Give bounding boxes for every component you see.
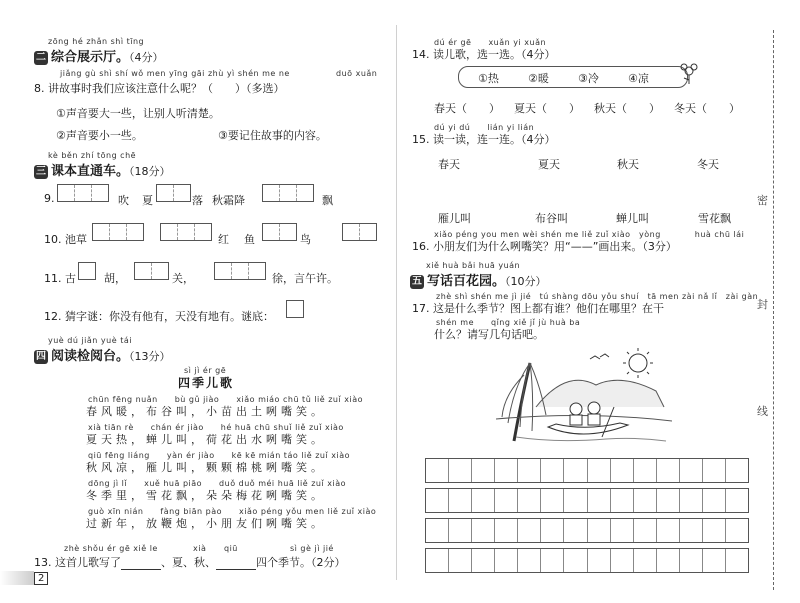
q13-part-c: 四个季节。 <box>256 556 311 569</box>
writing-row-4[interactable] <box>425 548 749 573</box>
q9-box-1[interactable] <box>57 184 109 202</box>
q15-question <box>412 131 556 147</box>
sec5-heading <box>410 270 547 289</box>
writing-row-3[interactable] <box>425 518 749 543</box>
q15-top-winter[interactable]: 冬天 <box>697 158 719 171</box>
q9-word-qiushuangjiang: 秋霜降 <box>212 194 245 207</box>
q10-box-2[interactable] <box>160 223 212 241</box>
q15-points: （4分） <box>521 133 556 146</box>
writing-row-2[interactable] <box>425 488 749 513</box>
q10-box-4[interactable] <box>342 223 377 241</box>
q16-question: 16. 小朋友们为什么咧嘴笑？用“——”画出来。（3分） <box>412 240 677 253</box>
writing-row-1[interactable] <box>425 458 749 483</box>
sec4-pinyin: yuè dú jiǎn yuè tái <box>48 336 132 345</box>
poem-title-pinyin: sì jì ér gē <box>184 366 227 375</box>
q12-riddle: 12. 猜字谜：你没有他有，天没有地有。谜底： <box>44 310 274 323</box>
poem-line-1: 春风暖，布谷叫，小苗出土咧嘴笑。 <box>86 405 326 418</box>
poem-line-3-pinyin: qiū fēng liáng yàn ér jiào kē kē mián táo liě zuǐ xiào <box>88 451 350 460</box>
q8-pinyin-multi: duō xuǎn <box>336 69 378 78</box>
margin-char-xian: 线 <box>757 405 768 418</box>
q15-text: 15. 读一读，连一连。 <box>412 133 521 146</box>
page-divider <box>396 25 397 580</box>
q15-bottom-goose[interactable]: 雁儿叫 <box>438 212 471 225</box>
sec3-number: 三 <box>36 166 46 177</box>
q8-option-2: ②声音要小一些。 <box>56 129 143 142</box>
q8-pinyin: jiǎng gù shì shí wǒ men yīng gāi zhù yì shén me ne <box>60 69 290 78</box>
sec5-points: （10分） <box>505 275 547 288</box>
lake-boat-illustration <box>496 345 672 445</box>
q17-line-1: 17. 这是什么季节？图上都有谁？他们在哪里？在干 <box>412 302 664 315</box>
sec5-number: 五 <box>412 276 422 287</box>
q10-box-3[interactable] <box>262 223 297 241</box>
sec2-points: （4分） <box>129 51 164 64</box>
q13-pinyin-3: qiū <box>224 544 238 553</box>
q13-points: （2分） <box>311 556 346 569</box>
sec3-pinyin: kè běn zhí tōng chē <box>48 151 137 160</box>
margin-char-mi: 密 <box>757 194 768 207</box>
q9-word-chui: 吹 <box>118 194 129 207</box>
q10-word-hong: 红 <box>218 233 229 246</box>
q11-word-hu: 胡， <box>104 272 126 285</box>
q13-pinyin-1: zhè shǒu ér gē xiě le <box>64 544 158 553</box>
sec4-title: 阅读检阅台。 <box>51 349 130 364</box>
sec4-points: （13分） <box>129 350 171 363</box>
q8-question: 8. 讲故事时我们应该注意什么呢？（ ）（多选） <box>34 82 285 95</box>
q15-bottom-cicada[interactable]: 蝉儿叫 <box>616 212 649 225</box>
q13-part-b: 、夏、秋、 <box>161 556 216 569</box>
q14-blank-winter[interactable]: 冬天（ ） <box>674 102 740 115</box>
q15-top-spring[interactable]: 春天 <box>438 158 460 171</box>
sec3-heading <box>34 160 171 179</box>
q14-text: 14. 读儿歌，选一选。 <box>412 48 521 61</box>
sec4-heading <box>34 345 171 364</box>
poem-line-4: 冬季里，雪花飘，朵朵梅花咧嘴笑。 <box>86 489 326 502</box>
sec5-title: 写话百花园。 <box>427 274 506 289</box>
q9-word-xia: 夏 <box>142 194 153 207</box>
q13-blank-1[interactable] <box>121 556 161 570</box>
q13-part-a: 13. 这首儿歌写了 <box>34 556 121 569</box>
q10-word-niao: 鸟 <box>300 233 311 246</box>
sec3-title: 课本直通车。 <box>51 164 130 179</box>
page-number-tab <box>0 571 34 585</box>
margin-char-feng: 封 <box>757 298 768 311</box>
q13-blank-2[interactable] <box>216 556 256 570</box>
q14-option-2[interactable]: ②暖 <box>528 72 549 85</box>
q13-question <box>34 554 346 570</box>
q9-box-2[interactable] <box>156 184 191 202</box>
seal-line <box>773 30 774 590</box>
q14-option-3[interactable]: ③冷 <box>578 72 599 85</box>
q17-pinyin-1: zhè shì shén me jì jié tú shàng dōu yǒu shuí tā men zài nǎ lǐ zài gàn <box>436 292 759 301</box>
q14-blank-summer[interactable]: 夏天（ ） <box>514 102 580 115</box>
sec2-title: 综合展示厅。 <box>51 50 130 65</box>
q11-word-guan: 关， <box>172 272 194 285</box>
q14-pinyin: dú ér gē xuǎn yi xuǎn <box>434 38 547 47</box>
q11-box-3[interactable] <box>214 262 266 280</box>
q11-box-1[interactable] <box>78 262 96 280</box>
q14-points: （4分） <box>521 48 556 61</box>
q15-bottom-cuckoo[interactable]: 布谷叫 <box>535 212 568 225</box>
poem-line-5-pinyin: guò xīn nián fàng biān pào xiǎo péng yǒu men liě zuǐ xiào <box>88 507 377 516</box>
q9-box-3[interactable] <box>262 184 314 202</box>
q12-answer-box[interactable] <box>286 300 304 318</box>
poem-line-2: 夏天热，蝉儿叫，荷花出水咧嘴笑。 <box>86 433 326 446</box>
poem-line-2-pinyin: xià tiān rè chán ér jiào hé huā chū shuǐ liě zuǐ xiào <box>88 423 344 432</box>
q14-blank-autumn[interactable]: 秋天（ ） <box>594 102 660 115</box>
q10-word-yu: 鱼 <box>244 233 255 246</box>
sec4-number: 四 <box>36 351 46 362</box>
q15-bottom-snow[interactable]: 雪花飘 <box>698 212 731 225</box>
q9-word-piao: 飘 <box>322 194 333 207</box>
q13-pinyin-2: xià <box>193 544 207 553</box>
page-number: 2 <box>34 572 48 585</box>
q10-prefix: 10. 池草 <box>44 233 87 246</box>
q14-option-4[interactable]: ④凉 <box>628 72 649 85</box>
sec2-number: 二 <box>36 52 46 63</box>
q13-pinyin-4: sì gè jì jié <box>290 544 334 553</box>
poem-line-5: 过新年，放鞭炮，小朋友们咧嘴笑。 <box>86 517 326 530</box>
q9-number: 9. <box>44 192 55 205</box>
q15-top-autumn[interactable]: 秋天 <box>617 158 639 171</box>
q14-blank-spring[interactable]: 春天（ ） <box>434 102 500 115</box>
q11-word-xu: 徐，言午许。 <box>272 272 338 285</box>
q16-pinyin: xiǎo péng you men wèi shén me liě zuǐ xiào yòng huà chū lái <box>434 230 745 239</box>
sec5-pinyin: xiě huà bǎi huā yuán <box>426 261 521 270</box>
q15-pinyin: dú yi dú lián yi lián <box>434 123 535 132</box>
q14-question <box>412 46 556 62</box>
sec2-pinyin: zōng hé zhǎn shì tīng <box>48 37 145 46</box>
q11-prefix: 11. 古 <box>44 272 76 285</box>
sec3-points: （18分） <box>129 165 171 178</box>
q8-option-3: ③要记住故事的内容。 <box>218 129 327 142</box>
q17-pinyin-2: shén me qǐng xiě jǐ jù huà ba <box>436 318 581 327</box>
poem-line-4-pinyin: dōng jì lǐ xuě huā piāo duǒ duǒ méi huā liě zuǐ xiào <box>88 479 346 488</box>
q11-box-2[interactable] <box>134 262 169 280</box>
poem-title: 四季儿歌 <box>178 376 235 390</box>
q14-option-1[interactable]: ①热 <box>478 72 499 85</box>
q9-word-luo: 落 <box>192 194 203 207</box>
poem-line-1-pinyin: chūn fēng nuǎn bù gǔ jiào xiǎo miáo chū tǔ liě zuǐ xiào <box>88 395 364 404</box>
sec2-heading <box>34 46 164 65</box>
q17-line-2: 什么？请写几句话吧。 <box>434 328 544 341</box>
flower-icon <box>676 60 702 86</box>
q8-option-1: ①声音要大一些，让别人听清楚。 <box>56 107 220 120</box>
poem-line-3: 秋风凉，雁儿叫，颗颗棉桃咧嘴笑。 <box>86 461 326 474</box>
q10-box-1[interactable] <box>92 223 144 241</box>
q15-top-summer[interactable]: 夏天 <box>538 158 560 171</box>
